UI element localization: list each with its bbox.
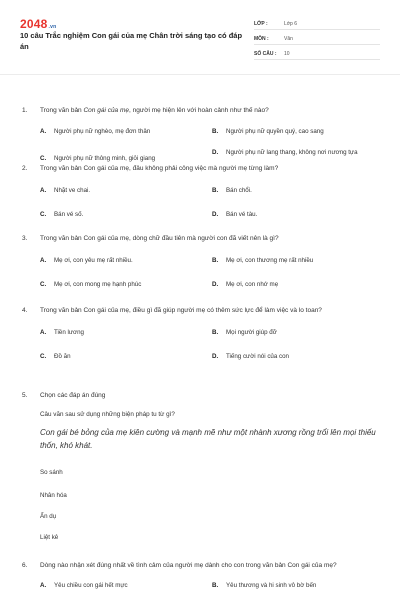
option-letter: D. [212, 281, 219, 288]
option-text: Người phụ nữ lang thang, không nơi nương tựa [226, 149, 358, 156]
meta-row-count [254, 45, 380, 60]
choice-an-du[interactable]: Ẩn dụ [40, 513, 57, 520]
option-letter: B. [212, 128, 219, 135]
option-text: Người phụ nữ nghèo, mẹ đơn thân [54, 128, 151, 135]
option-a[interactable] [40, 186, 90, 195]
option-letter: A. [40, 187, 47, 194]
header-divider [0, 74, 400, 75]
option-letter: C. [40, 211, 47, 218]
page-header [0, 0, 400, 64]
question-number: 2. [22, 165, 28, 172]
question-number: 6. [22, 562, 28, 569]
option-c[interactable] [40, 154, 155, 163]
option-a[interactable] [40, 328, 84, 337]
option-text: Mẹ ơi, con mong mẹ hạnh phúc [54, 281, 142, 288]
option-text: Nhặt ve chai. [54, 187, 91, 194]
option-b[interactable] [212, 256, 313, 265]
choice-nhan-hoa[interactable]: Nhân hóa [40, 492, 67, 499]
option-letter: A. [40, 329, 47, 336]
question-3 [22, 234, 382, 292]
question-text: Chọn các đáp án đúng [40, 392, 106, 399]
option-letter: C. [40, 155, 47, 162]
question-text-part: , người mẹ hiện lên với hoàn cảnh như thế nào? [129, 107, 269, 114]
meta-key: LỚP : [254, 21, 268, 27]
option-text: Mọi người giúp đỡ [226, 329, 277, 336]
site-logo[interactable] [20, 17, 56, 31]
question-4 [22, 306, 382, 364]
option-letter: A. [40, 257, 47, 264]
option-text: Mẹ ơi, con thương mẹ rất nhiều [226, 257, 314, 264]
question-number: 4. [22, 307, 28, 314]
option-letter: A. [40, 582, 47, 589]
page-title: 10 câu Trắc nghiệm Con gái của mẹ Chân trời sáng tạo có đáp án [20, 31, 243, 51]
choice-liet-ke[interactable]: Liệt kê [40, 534, 59, 541]
option-letter: C. [40, 353, 47, 360]
option-c[interactable] [40, 210, 83, 219]
option-text: Yêu thương và hi sinh vô bờ bến [226, 582, 317, 589]
option-letter: B. [212, 187, 219, 194]
meta-value: 10 [284, 51, 290, 57]
meta-key: SỐ CÂU : [254, 51, 277, 57]
option-text: Người phụ nữ quyền quý, cao sang [226, 128, 324, 135]
option-d[interactable] [212, 280, 278, 289]
option-b[interactable] [212, 127, 324, 136]
option-letter: A. [40, 128, 47, 135]
option-text: Tiếng cười nói của con [226, 353, 290, 360]
option-d[interactable] [212, 210, 257, 219]
option-letter: B. [212, 582, 219, 589]
meta-value: Văn [284, 36, 293, 42]
meta-row-subject [254, 30, 380, 45]
question-text: Trong văn bản Con gái của mẹ, điều gì đã giúp người mẹ có thêm sức lực để làm việc và lo toan? [40, 307, 322, 314]
question-instruction: Câu văn sau sử dụng những biện pháp tu từ gì? [40, 411, 175, 418]
option-b[interactable] [212, 328, 277, 337]
logo-suffix: .vn [48, 24, 57, 30]
option-letter: B. [212, 329, 219, 336]
option-a[interactable] [40, 256, 133, 265]
option-text: Bán vé số. [54, 211, 84, 218]
quoted-sentence: Con gái bé bỏng của mẹ kiên cường và mạnh mẽ như một nhành xương rồng trổi lên mọi thiếu thốn, khó khát. [40, 428, 376, 450]
question-1 [22, 106, 382, 166]
question-text-part: Trong văn bản [40, 107, 84, 114]
question-text [40, 106, 382, 116]
quiz-meta [254, 15, 380, 60]
meta-row-grade [254, 15, 380, 30]
option-text: Mẹ ơi, con nhớ mẹ [226, 281, 279, 288]
question-number: 1. [22, 107, 28, 114]
option-text: Đồ ăn [54, 353, 71, 360]
option-text: Tiền lương [54, 329, 84, 336]
question-number: 3. [22, 235, 28, 242]
choice-so-sanh[interactable]: So sánh [40, 469, 63, 476]
question-text: Dòng nào nhận xét đúng nhất về tình cảm của người mẹ dành cho con trong văn bản Con gái của mẹ? [40, 562, 337, 569]
question-text: Trong văn bản Con gái của mẹ, dòng chữ đầu tiên mà người con đã viết nên là gì? [40, 235, 279, 242]
option-letter: D. [212, 149, 219, 156]
meta-key: MÔN : [254, 36, 269, 42]
option-b[interactable] [212, 186, 252, 195]
option-text: Bán vé tàu. [226, 211, 258, 218]
option-text: Mẹ ơi, con yêu mẹ rất nhiều. [54, 257, 133, 264]
option-text: Bán chổi. [226, 187, 252, 194]
option-letter: B. [212, 257, 219, 264]
option-a[interactable] [40, 581, 128, 590]
meta-value: Lớp 6 [284, 21, 298, 27]
option-c[interactable] [40, 352, 71, 361]
option-a[interactable] [40, 127, 150, 136]
option-text: Yêu chiều con gái hết mực [54, 582, 128, 589]
option-letter: D. [212, 211, 219, 218]
option-text: Người phụ nữ thông minh, giỏi giang [54, 155, 156, 162]
question-2 [22, 164, 382, 222]
question-text: Trong văn bản Con gái của mẹ, đâu không phải công việc mà người mẹ từng làm? [40, 165, 279, 172]
option-b[interactable] [212, 581, 316, 590]
option-d[interactable] [212, 148, 382, 157]
question-number: 5. [22, 392, 28, 399]
question-5 [22, 391, 382, 541]
logo-text: 2048 [20, 17, 48, 31]
question-text-italic: Con gái của mẹ [83, 107, 130, 114]
option-c[interactable] [40, 280, 141, 289]
question-6 [22, 561, 382, 595]
option-letter: D. [212, 353, 219, 360]
option-letter: C. [40, 281, 47, 288]
option-d[interactable] [212, 352, 289, 361]
